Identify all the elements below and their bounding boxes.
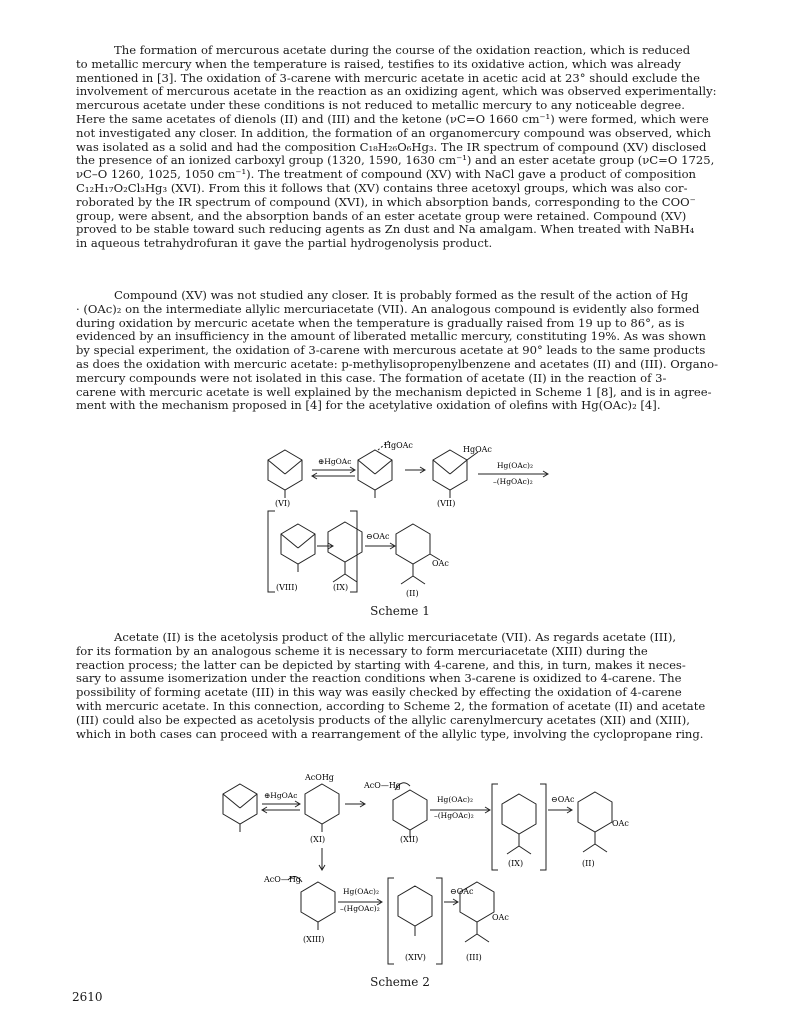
scheme2-reagent-hgoac-plus: ⊕HgOAc <box>264 791 298 800</box>
text-line: during oxidation by mercuric acetate when the temperature is gradually raised from 19 up to 86°, as is <box>76 315 685 330</box>
scheme2-oac-minus-1: ⊖OAc <box>551 795 575 804</box>
text-line: carene with mercuric acetate is well explained by the mechanism depicted in Scheme 1 [8], and is in agree- <box>76 384 712 399</box>
scheme-2-drawing <box>0 770 807 980</box>
label-ix-2: (IX) <box>508 859 524 868</box>
text-line: proved to be stable toward such reducing agents as Zn dust and Na amalgam. When treated with NaBH₄ <box>76 222 695 237</box>
text-line: as does the oxidation with mercuric acetate: p-methylisopropenylbenzene and acetates (II) and (III). Organo- <box>76 356 719 371</box>
text-line: mercury compounds were not isolated in this case. The formation of acetate (II) in the reaction of 3- <box>76 370 667 385</box>
text-line: ment with the mechanism proposed in [4] for the acetylative oxidation of olefins with Hg(OAc)₂ [4]. <box>76 398 661 413</box>
text-line: C₁₂H₁₇O₂Cl₃Hg₃ (XVI). From this it follows that (XV) contains three acetoxyl groups, which was also cor- <box>76 180 688 195</box>
text-line: Here the same acetates of dienols (II) and (III) and the ketone (νC=O 1660 cm⁻¹) were formed, which were <box>76 111 709 126</box>
scheme2-oac-minus-2: ⊖OAc <box>450 887 474 896</box>
text-line: roborated by the IR spectrum of compound (XVI), in which absorption bands, corresponding to the COO⁻ <box>76 194 696 209</box>
scheme2-reagent-hgoac2-1: Hg(OAc)₂ <box>437 795 473 804</box>
label-iii: (III) <box>466 953 482 962</box>
scheme-1-caption: Scheme 1 <box>370 604 430 618</box>
text-line: the presence of an ionized carboxyl group (1320, 1590, 1630 cm⁻¹) and an ester acetate group (νC=O 1725, <box>76 153 715 168</box>
text-line: Compound (XV) was not studied any closer. It is probably formed as the result of the action of Hg <box>114 288 689 302</box>
text-line: mercurous acetate under these conditions is not reduced to metallic mercury to any noticeable degree. <box>76 98 685 113</box>
label-ii: (II) <box>406 589 419 598</box>
scheme1-oac-minus: ⊖OAc <box>366 532 390 541</box>
text-line: The formation of mercurous acetate during the course of the oxidation reaction, which is reduced <box>114 43 691 57</box>
scheme-1-figure <box>0 436 807 612</box>
scheme1-oac: OAc <box>432 559 449 568</box>
scheme-2-figure <box>0 770 807 980</box>
text-line: group, were absent, and the absorption bands of an ester acetate group were retained. Compound (XV) <box>76 208 687 223</box>
text-line: mentioned in [3]. The oxidation of 3-carene with mercuric acetate in acetic acid at 23° should exclude the <box>76 70 700 85</box>
label-ix: (IX) <box>333 583 349 592</box>
scheme2-oac-1: OAc <box>612 819 629 828</box>
scheme1-reagent-hgoac-plus: ⊕HgOAc <box>318 457 352 466</box>
scheme2-reagent-hgoac2-2: Hg(OAc)₂ <box>343 887 379 896</box>
scheme-2-caption: Scheme 2 <box>370 975 430 989</box>
text-line: reaction process; the latter can be depicted by starting with 4-carene, and this, in turn, makes it neces- <box>76 657 686 672</box>
scheme-1-drawing <box>0 436 807 612</box>
text-line: to metallic mercury when the temperature is raised, testifies to its oxidative action, which was already <box>76 56 681 71</box>
text-line: νC–O 1260, 1025, 1050 cm⁻¹). The treatment of compound (XV) with NaCl gave a product of composition <box>76 167 697 182</box>
scheme2-aco-hg-2: AcO—Hg <box>264 875 301 884</box>
text-line: Acetate (II) is the acetolysis product of the allylic mercuriacetate (VII). As regards acetate (III), <box>114 630 677 644</box>
scheme2-byproduct-hgoac2-1: –(HgOAc)₂ <box>434 811 474 820</box>
text-line: for its formation by an analogous scheme it is necessary to form mercuriacetate (XIII) during the <box>76 643 648 658</box>
text-line: was isolated as a solid and had the composition C₁₈H₂₆O₆Hg₃. The IR spectrum of compound (XV) disclosed <box>76 139 707 154</box>
label-vi: (VI) <box>275 499 291 508</box>
text-line: (III) could also be expected as acetolysis products of the allylic carenylmercury acetates (XII) and (XIII), <box>76 712 690 727</box>
text-line: evidenced by an insufficiency in the amount of liberated metallic mercury, constituting 19%. As was shown <box>76 329 707 344</box>
label-xi: (XI) <box>310 835 326 844</box>
label-xii: (XII) <box>400 835 419 844</box>
label-xiv: (XIV) <box>405 953 426 962</box>
page-number: 2610 <box>72 990 103 1004</box>
text-line: possibility of forming acetate (III) in this way was easily checked by effecting the oxidation of 4-carene <box>76 685 682 700</box>
paragraph-1 <box>76 44 766 251</box>
label-ii-2: (II) <box>582 859 595 868</box>
paragraph-3 <box>76 631 766 741</box>
scheme2-oac-2: OAc <box>492 913 509 922</box>
paragraph-2 <box>76 289 766 413</box>
text-line: which in both cases can proceed with a rearrangement of the allylic type, involving the cyclopropane ring. <box>76 726 704 741</box>
scheme1-reagent-hgoac2: Hg(OAc)₂ <box>497 461 533 470</box>
text-line: · (OAc)₂ on the intermediate allylic mercuriacetate (VII). An analogous compound is evidently also formed <box>76 301 700 316</box>
scheme2-aco-hg-1: AcO—Hg <box>364 781 401 790</box>
text-line: sary to assume isomerization under the reaction conditions when 3-carene is oxidized to 4-carene. The <box>76 671 682 686</box>
label-viii: (VIII) <box>276 583 298 592</box>
scheme2-acohg: AcOHg <box>305 773 334 782</box>
scheme1-byproduct-hgoac2: –(HgOAc)₂ <box>493 477 533 486</box>
scheme1-hgoac-label-2: HgOAc <box>463 445 492 454</box>
text-line: not investigated any closer. In addition, the formation of an organomercury compound was observed, which <box>76 125 712 140</box>
scheme2-byproduct-hgoac2-2: –(HgOAc)₂ <box>340 904 380 913</box>
scheme1-hgoac-label-1: HgOAc <box>384 441 413 450</box>
text-line: involvement of mercurous acetate in the reaction as an oxidizing agent, which was observed experimentally: <box>76 84 717 99</box>
label-vii: (VII) <box>437 499 456 508</box>
text-line: by special experiment, the oxidation of 3-carene with mercurous acetate at 90° leads to the same products <box>76 343 706 358</box>
text-line: in aqueous tetrahydrofuran it gave the partial hydrogenolysis product. <box>76 236 493 251</box>
text-line: with mercuric acetate. In this connection, according to Scheme 2, the formation of acetate (II) and acetate <box>76 698 706 713</box>
label-xiii: (XIII) <box>303 935 325 944</box>
